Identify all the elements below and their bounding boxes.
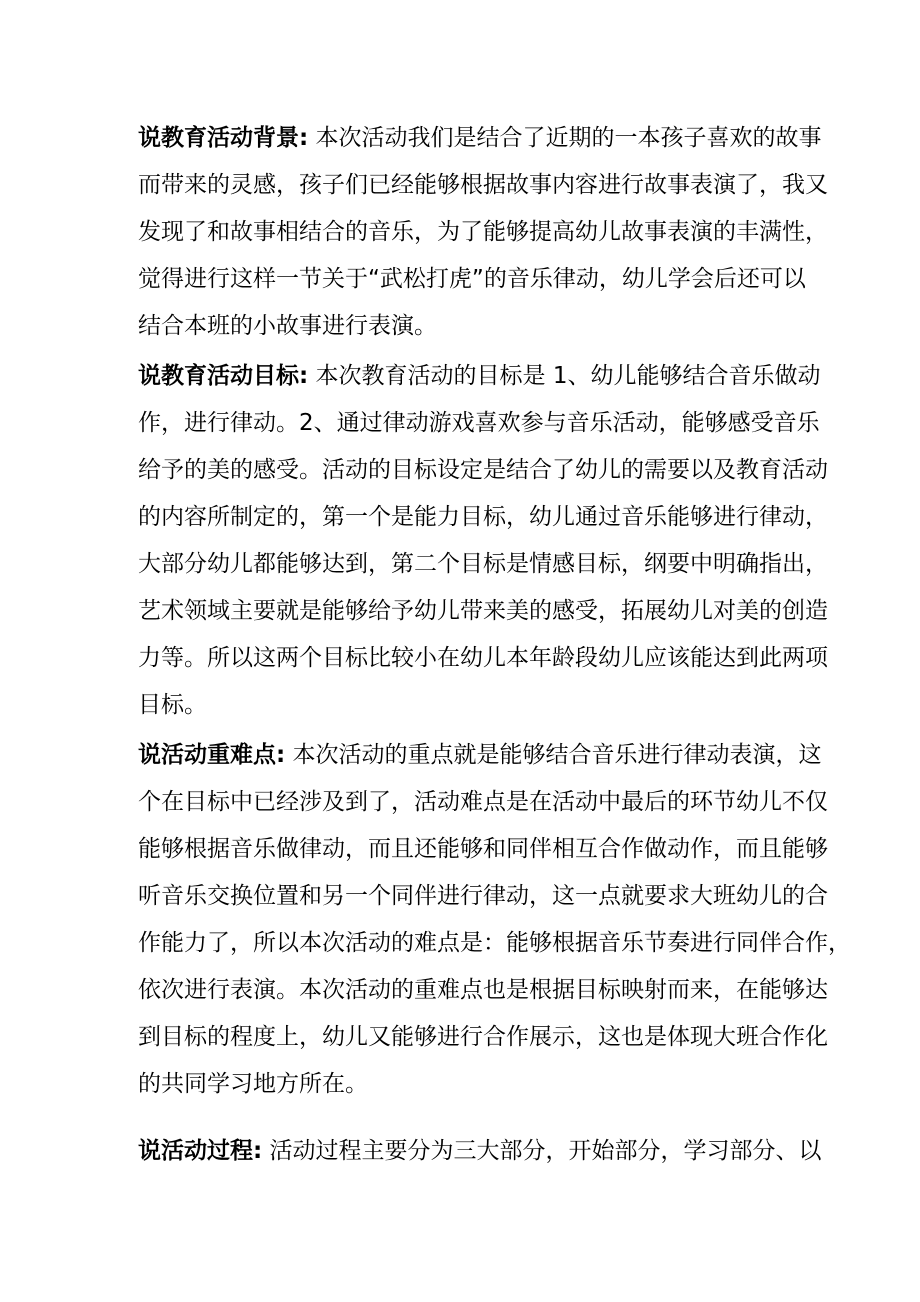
paragraph-line: 结合本班的小故事进行表演。 (138, 313, 437, 339)
paragraph-line: 作能力了，所以本次活动的难点是：能够根据音乐节奏进行同伴合作， (138, 930, 851, 956)
paragraph-text: 活动过程主要分为三大部分，开始部分，学习部分、以 (269, 1138, 822, 1164)
paragraph-text: 本次活动我们是结合了近期的一本孩子喜欢的故事 (315, 125, 822, 151)
paragraph-line (138, 356, 821, 396)
paragraph-text: 本次活动的重点就是能够结合音乐进行律动表演，这 (292, 742, 822, 768)
paragraph-line: 听音乐交换位置和另一个同伴进行律动，这一点就要求大班幼儿的合 (138, 883, 828, 909)
paragraph-line: 作，进行律动。2、通过律动游戏喜欢参与音乐活动，能够感受音乐 (138, 410, 820, 436)
section-heading-process: 说活动过程: (138, 1138, 263, 1164)
paragraph-line: 大部分幼儿都能够达到，第二个目标是情感目标，纲要中明确指出， (138, 551, 828, 577)
paragraph-text: 本次教育活动的目标是 1、幼儿能够结合音乐做动 (315, 363, 821, 389)
paragraph-line: 的共同学习地方所在。 (138, 1071, 368, 1097)
paragraph-line: 艺术领域主要就是能够给予幼儿带来美的感受，拓展幼儿对美的创造 (138, 598, 828, 624)
section-heading-key-points: 说活动重难点: (138, 742, 286, 768)
section-heading-background: 说教育活动背景: (138, 125, 309, 151)
paragraph-line: 依次进行表演。本次活动的重难点也是根据目标映射而来，在能够达 (138, 977, 828, 1003)
paragraph-line (138, 118, 822, 158)
paragraph-line: 的内容所制定的，第一个是能力目标，幼儿通过音乐能够进行律动， (138, 504, 828, 530)
paragraph-line: 而带来的灵感，孩子们已经能够根据故事内容进行故事表演了，我又 (138, 172, 828, 198)
paragraph-line: 力等。所以这两个目标比较小在幼儿本年龄段幼儿应该能达到此两项 (138, 645, 828, 671)
paragraph-line: 发现了和故事相结合的音乐，为了能够提高幼儿故事表演的丰满性， (138, 219, 828, 245)
paragraph-line (138, 735, 822, 775)
paragraph-line: 到目标的程度上，幼儿又能够进行合作展示，这也是体现大班合作化 (138, 1024, 828, 1050)
paragraph-line: 能够根据音乐做律动，而且还能够和同伴相互合作做动作，而且能够 (138, 836, 828, 862)
paragraph-line: 觉得进行这样一节关于“武松打虎”的音乐律动，幼儿学会后还可以 (138, 266, 806, 292)
section-heading-goals: 说教育活动目标: (138, 363, 309, 389)
paragraph-line: 个在目标中已经涉及到了，活动难点是在活动中最后的环节幼儿不仅 (138, 789, 828, 815)
paragraph-line: 给予的美的感受。活动的目标设定是结合了幼儿的需要以及教育活动 (138, 457, 828, 483)
paragraph-line (138, 1131, 822, 1171)
paragraph-line: 目标。 (138, 692, 207, 718)
